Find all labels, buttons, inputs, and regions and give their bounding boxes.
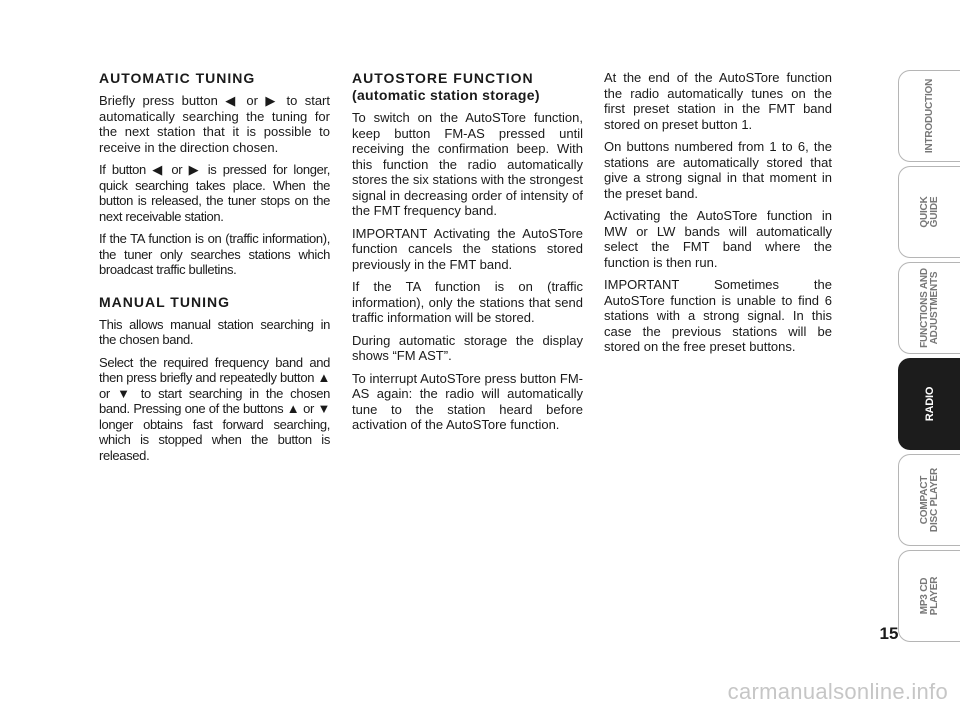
paragraph: On buttons numbered from 1 to 6, the stations are automatically stored that give a strong signal in that moment in the preset band.	[604, 139, 832, 201]
paragraph: During automatic storage the display shows “FM AST”.	[352, 332, 583, 363]
column-left	[99, 70, 330, 470]
tab-label-line: QUICK	[918, 196, 930, 228]
paragraph: To interrupt AutoSTore press button FM-AS again: the radio will automatically tune to the station heard before activation of the AutoSTore function.	[352, 370, 583, 432]
page-number: 15	[879, 624, 899, 643]
paragraph: Select the required frequency band and then press briefly and repeatedly button ▲ or ▼ to start searching in the chosen band. Pressing one of the buttons ▲ or ▼ longer obtains fast forward searching, which is stopped when the button is released.	[99, 354, 330, 463]
watermark: carmanualsonline.info	[727, 679, 948, 704]
tab-label	[925, 79, 935, 153]
paragraph: This allows manual station searching in the chosen band.	[99, 316, 330, 347]
tab-label	[920, 468, 940, 532]
tab-label	[920, 577, 940, 615]
tab-label-line: FUNCTIONS AND	[918, 268, 930, 348]
tab-label-line: COMPACT	[918, 475, 930, 525]
paragraph: If the TA function is on (traffic information), the tuner only searches stations which broadcast traffic bulletins.	[99, 231, 330, 277]
paragraph: IMPORTANT Sometimes the AutoSTore function is unable to find 6 stations with a strong signal. In this case the previous stations will be stored on the free preset buttons.	[604, 277, 832, 354]
section-tabs	[854, 70, 960, 646]
tab-radio[interactable]	[898, 358, 960, 450]
heading-autostore-subtitle: (automatic station storage)	[352, 87, 540, 103]
tab-label-line: PLAYER	[928, 576, 940, 616]
tab-label	[920, 196, 940, 227]
tab-introduction[interactable]	[898, 70, 960, 162]
paragraph: If the TA function is on (traffic information), only the stations that send traffic information will be stored.	[352, 279, 583, 325]
paragraph: Briefly press button ◀ or ▶ to start automatically searching the tuning for the next station that it is possible to receive in the direction chosen.	[99, 93, 330, 155]
tab-label-line: ADJUSTMENTS	[928, 271, 940, 345]
tab-label	[925, 387, 935, 421]
heading-autostore-title: AUTOSTORE FUNCTION	[352, 70, 534, 86]
paragraph: To switch on the AutoSTore function, keep button FM-AS pressed until receiving the confirmation beep. With this function the radio automatically stores the six stations with the strongest signal in decreasing order of intensity of the FMT frequency band.	[352, 110, 583, 218]
column-right	[604, 70, 832, 362]
tab-label-line: MP3 CD	[918, 577, 930, 615]
tab-label	[920, 268, 940, 348]
paragraph: Activating the AutoSTore function in MW or LW bands will automatically select the FMT band where the function is then run.	[604, 208, 832, 270]
heading-manual-tuning: MANUAL TUNING	[99, 293, 230, 310]
tab-label-line: INTRODUCTION	[923, 78, 935, 154]
paragraph: If button ◀ or ▶ is pressed for longer, quick searching takes place. When the button is released, the tuner stops on the next receivable station.	[99, 162, 330, 224]
heading-autostore-function	[352, 70, 583, 104]
tab-label-line: GUIDE	[928, 196, 940, 228]
column-middle	[352, 70, 583, 440]
paragraph: At the end of the AutoSTore function the radio automatically tunes on the first preset station in the FMT band stored on preset button 1.	[604, 70, 832, 132]
tab-label-line: DISC PLAYER	[928, 467, 940, 533]
tab-label-line: RADIO	[923, 386, 936, 422]
tab-quick-guide[interactable]	[898, 166, 960, 258]
tab-functions-and-adjustments[interactable]	[898, 262, 960, 354]
heading-automatic-tuning: AUTOMATIC TUNING	[99, 70, 256, 86]
tab-compact-disc-player[interactable]	[898, 454, 960, 546]
paragraph: IMPORTANT Activating the AutoSTore function cancels the stations stored previously in the FMT band.	[352, 225, 583, 272]
